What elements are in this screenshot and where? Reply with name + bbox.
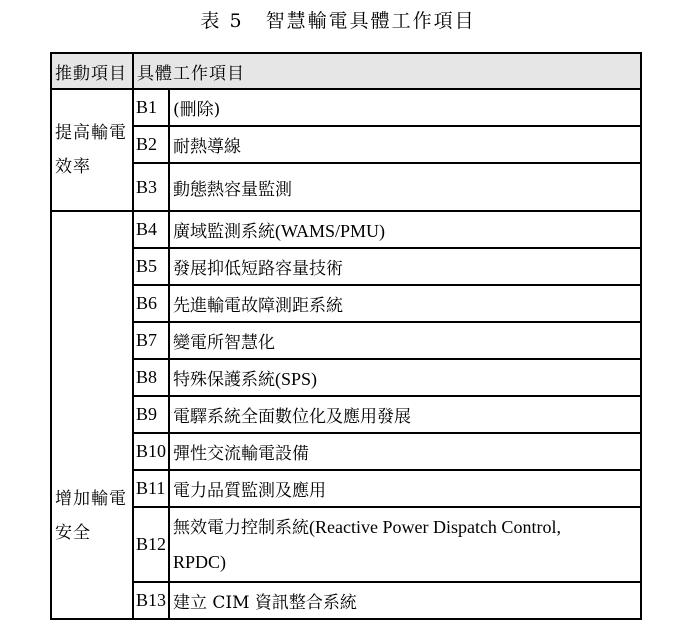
item-code: B9 (133, 396, 169, 433)
header-work-item: 具體工作項目 (133, 53, 641, 89)
table-header-row (51, 53, 641, 89)
table-row (51, 285, 641, 322)
item-code: B6 (133, 285, 169, 322)
item-code: B4 (133, 211, 169, 248)
table-row (51, 359, 641, 396)
item-code: B1 (133, 89, 169, 126)
table-row (51, 470, 641, 507)
table-row (51, 396, 641, 433)
table-caption (0, 6, 676, 33)
table-row (51, 507, 641, 582)
table-row (51, 582, 641, 619)
table-row (51, 89, 641, 126)
item-description: 先進輸電故障測距系統 (169, 285, 641, 322)
item-description: 變電所智慧化 (169, 322, 641, 359)
item-description: 建立 CIM 資訊整合系統 (169, 582, 641, 619)
item-code: B2 (133, 126, 169, 163)
table-row (51, 163, 641, 211)
item-description: (刪除) (169, 89, 641, 126)
table-number: 表 5 (200, 10, 244, 32)
group-label-efficiency: 提高輸電 效率 (51, 89, 133, 211)
table-row (51, 433, 641, 470)
item-description: 特殊保護系統(SPS) (169, 359, 641, 396)
item-description: 無效電力控制系統(Reactive Power Dispatch Control, RPDC) (169, 507, 641, 582)
item-code: B12 (133, 507, 169, 582)
table-row (51, 211, 641, 248)
item-description: 廣域監測系統(WAMS/PMU) (169, 211, 641, 248)
item-description: 彈性交流輸電設備 (169, 433, 641, 470)
item-code: B11 (133, 470, 169, 507)
table-title: 智慧輸電具體工作項目 (265, 10, 476, 32)
item-code: B5 (133, 248, 169, 285)
item-description: 電力品質監測及應用 (169, 470, 641, 507)
table-row (51, 248, 641, 285)
item-code: B13 (133, 582, 169, 619)
item-description: 耐熱導線 (169, 126, 641, 163)
item-code: B10 (133, 433, 169, 470)
item-code: B7 (133, 322, 169, 359)
item-code: B3 (133, 163, 169, 211)
header-promotion-item: 推動項目 (51, 53, 133, 89)
group-label-safety: 增加輸電 安全 (51, 211, 133, 619)
item-code: B8 (133, 359, 169, 396)
item-description: 動態熱容量監測 (169, 163, 641, 211)
table-row (51, 126, 641, 163)
item-description: 電驛系統全面數位化及應用發展 (169, 396, 641, 433)
item-description: 發展抑低短路容量技術 (169, 248, 641, 285)
work-items-table (50, 52, 642, 620)
table-row (51, 322, 641, 359)
